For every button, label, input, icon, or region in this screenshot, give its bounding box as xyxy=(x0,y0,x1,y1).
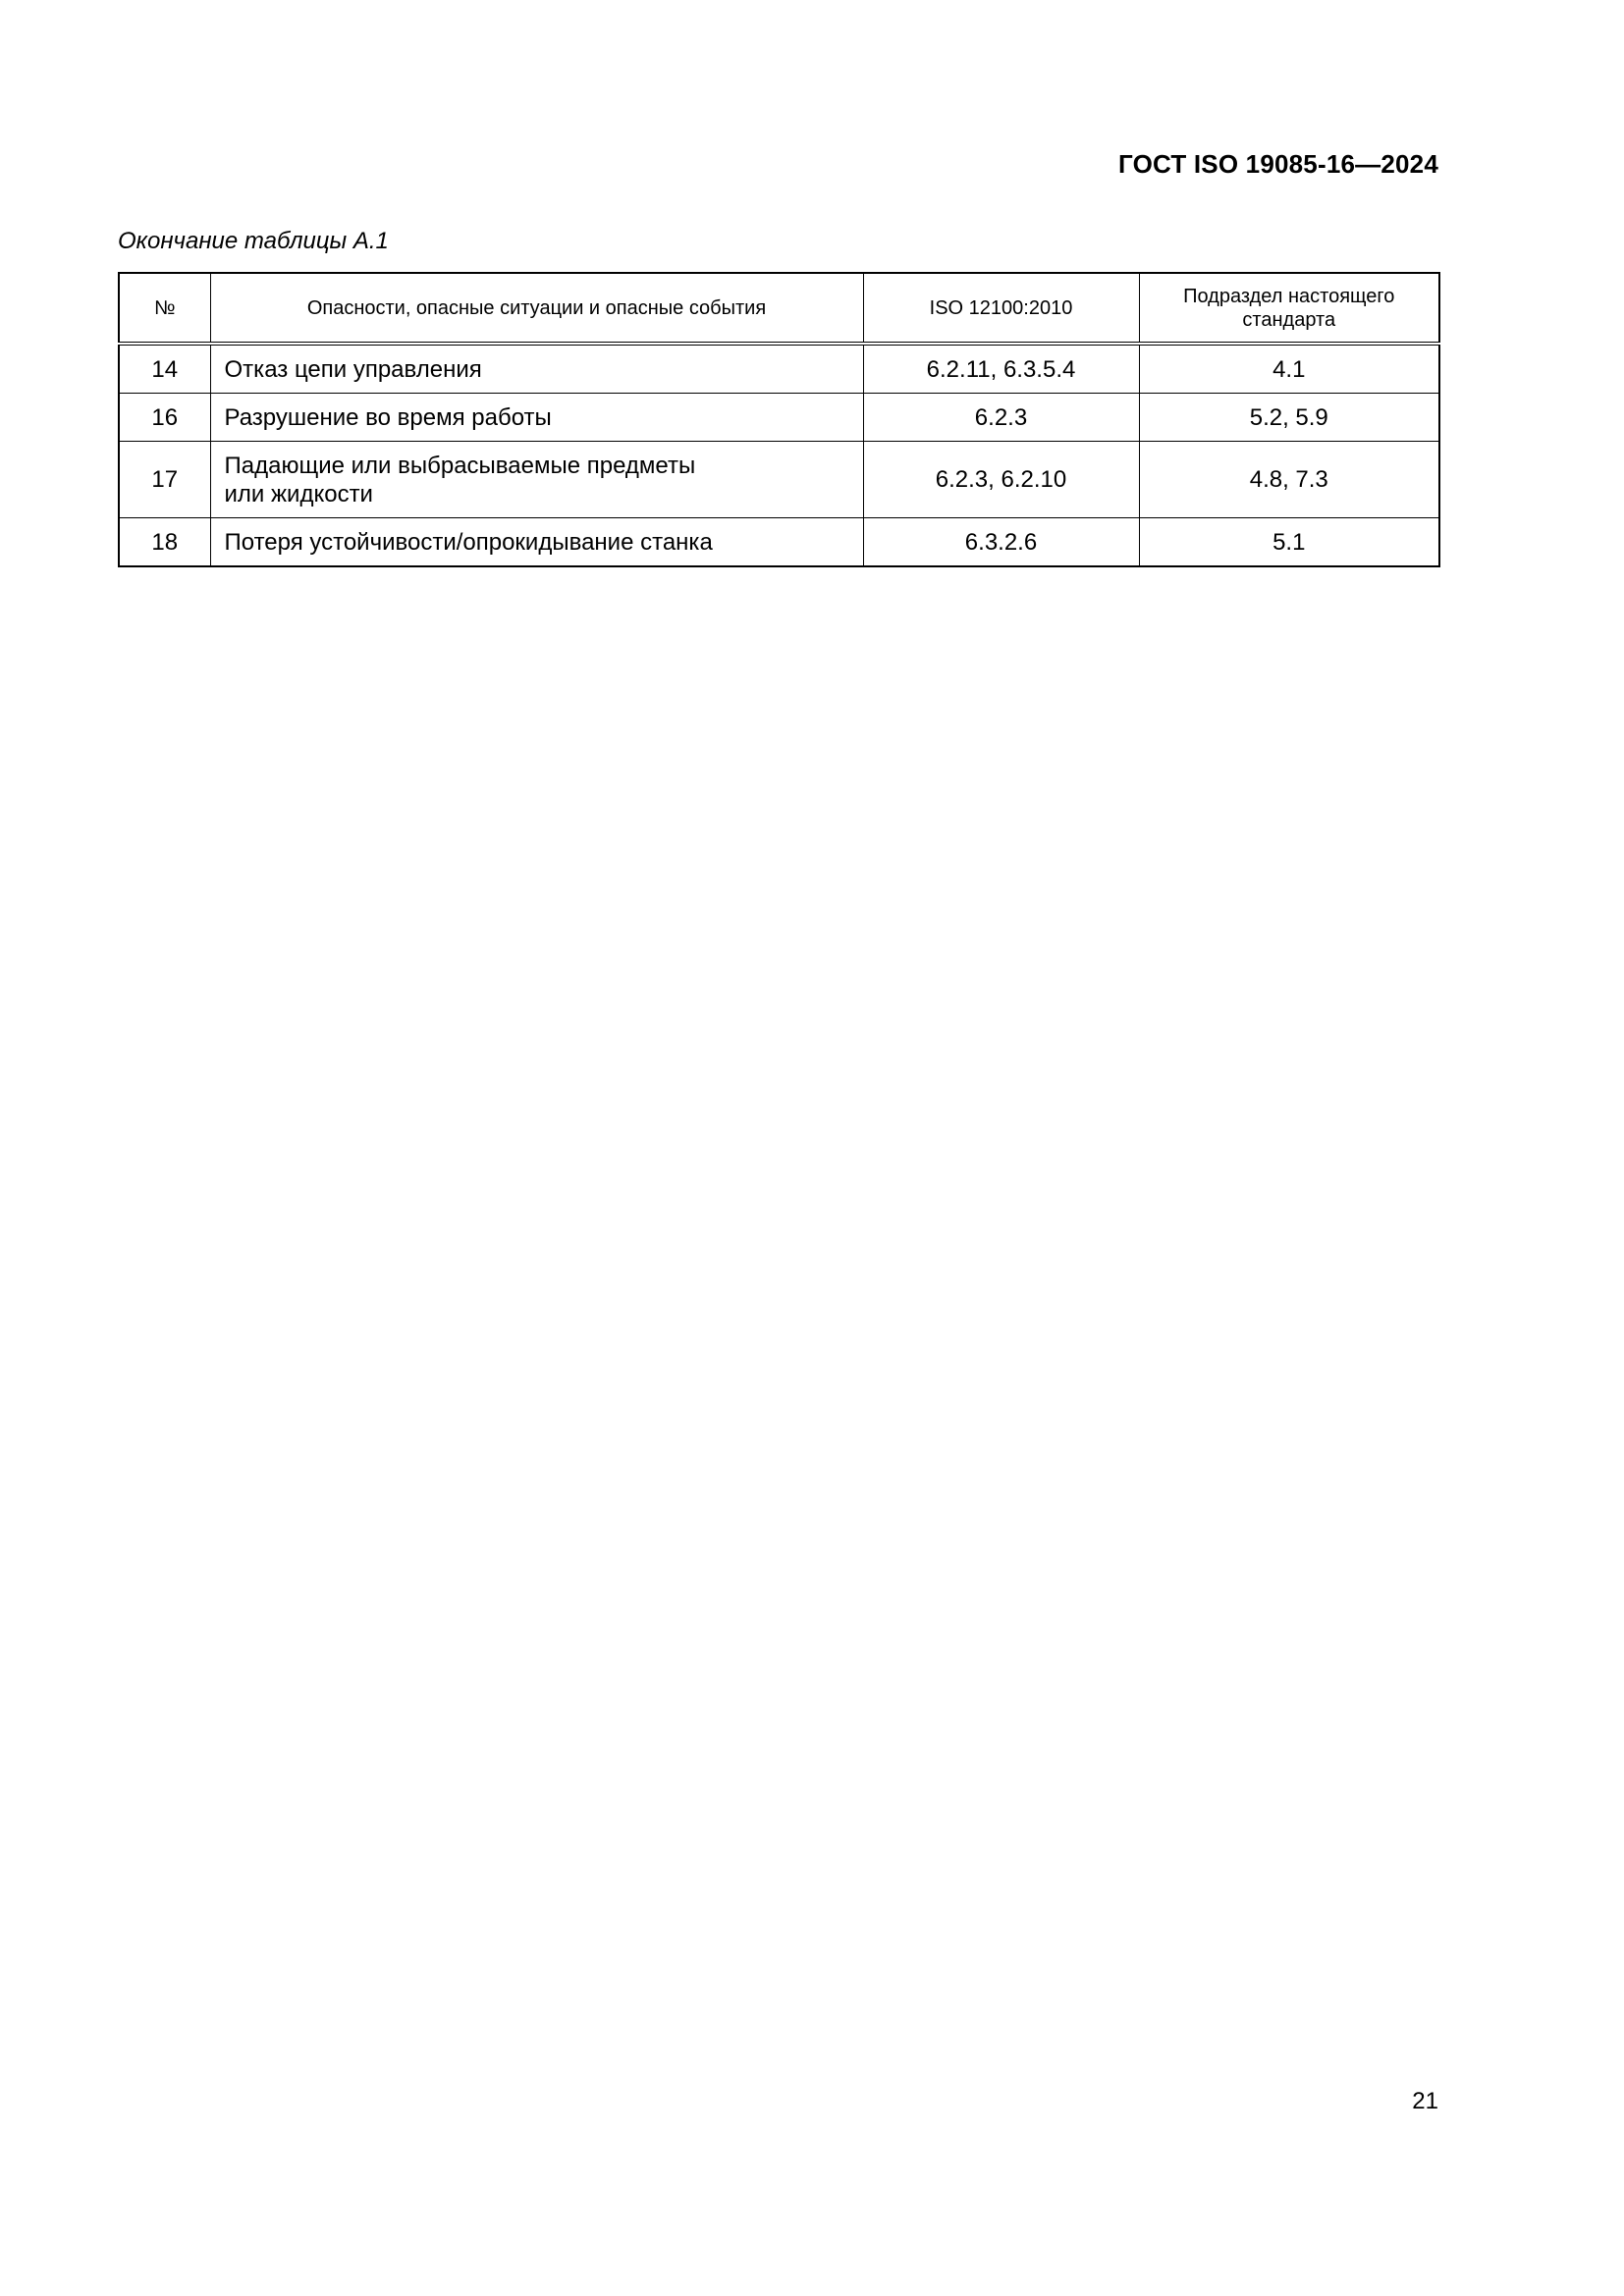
row-number: 18 xyxy=(119,518,210,567)
hazards-table xyxy=(118,272,1440,567)
row-subsection: 4.8, 7.3 xyxy=(1139,442,1439,518)
table-row xyxy=(119,442,1439,518)
row-hazard: Потеря устойчивости/опрокидывание станка xyxy=(210,518,863,567)
row-iso-reference: 6.2.3, 6.2.10 xyxy=(863,442,1139,518)
table-row xyxy=(119,344,1439,394)
row-iso-reference: 6.3.2.6 xyxy=(863,518,1139,567)
row-hazard: Отказ цепи управления xyxy=(210,344,863,394)
row-hazard: Разрушение во время работы xyxy=(210,394,863,442)
row-iso-reference: 6.2.11, 6.3.5.4 xyxy=(863,344,1139,394)
row-iso-reference: 6.2.3 xyxy=(863,394,1139,442)
column-header-iso: ISO 12100:2010 xyxy=(863,273,1139,344)
table-caption: Окончание таблицы А.1 xyxy=(118,228,389,254)
table-row xyxy=(119,394,1439,442)
column-header-hazards: Опасности, опасные ситуации и опасные события xyxy=(210,273,863,344)
table-header-row xyxy=(119,273,1439,344)
document-code: ГОСТ ISO 19085-16—2024 xyxy=(1118,149,1438,179)
column-header-number: № xyxy=(119,273,210,344)
row-number: 17 xyxy=(119,442,210,518)
row-subsection: 5.2, 5.9 xyxy=(1139,394,1439,442)
row-hazard: Падающие или выбрасываемые предметы или жидкости xyxy=(210,442,863,518)
page-number: 21 xyxy=(1412,2088,1438,2114)
row-number: 16 xyxy=(119,394,210,442)
row-subsection: 4.1 xyxy=(1139,344,1439,394)
row-number: 14 xyxy=(119,344,210,394)
column-header-subsection: Подраздел настоящего стандарта xyxy=(1139,273,1439,344)
row-subsection: 5.1 xyxy=(1139,518,1439,567)
table-row xyxy=(119,518,1439,567)
